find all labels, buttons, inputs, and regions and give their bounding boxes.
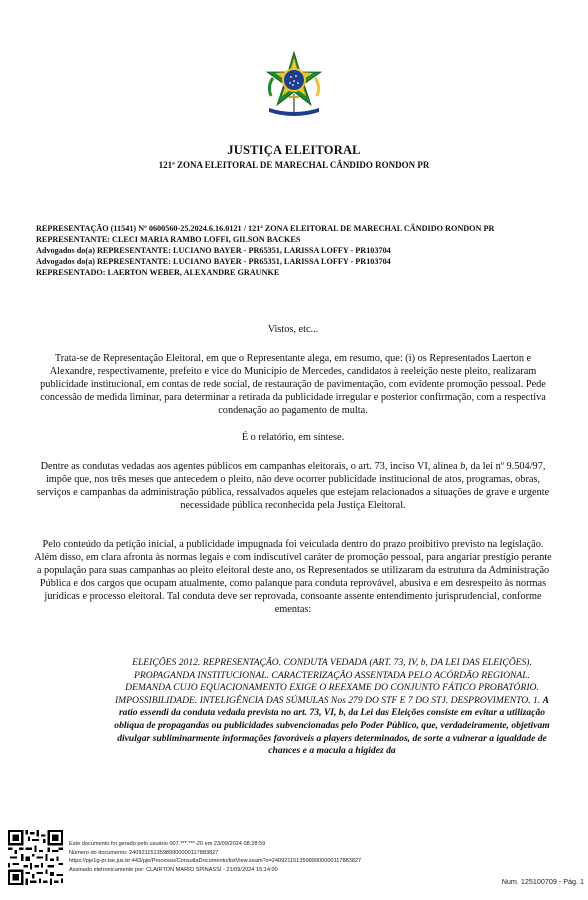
case-number-line: REPRESENTAÇÃO (11541) Nº 0600560-25.2024.6.16.0121 / 121ª ZONA ELEITORAL DE MARECHAL CÂNDIDO RONDON PR [36, 224, 495, 233]
relatorio-paragraph: É o relatório, em síntese. [241, 432, 345, 443]
qr-code-icon [8, 830, 63, 885]
advogados-line: Advogados do(a) REPRESENTANTE: LUCIANO BAYER - PR65351, LARISSA LOFFY - PR103704 [36, 257, 391, 266]
representado-line: REPRESENTADO: LAERTON WEBER, ALEXANDRE GRAUNKE [36, 268, 280, 277]
footer-generated-line: Este documento foi gerado pelo usuário 007.***.***-20 em 23/09/2024 08:28:59 [69, 841, 266, 847]
footer-document-number: Número do documento: 24092115135989900000117883827 [69, 849, 219, 856]
legal-basis-text: , da lei nº 9.504/97, impõe que, nos três meses que antecedem o pleito, não deve ocorrer publicidade institucional de atos, programas, obras, serviços e campanhas da administração pública, ressalvados aqueles que estejam relacionados a situações de grave e urgente necessidade pública reconhecida pela Justiça Eleitoral. [36, 461, 550, 511]
zone-subtitle: 121ª ZONA ELEITORAL DE MARECHAL CÂNDIDO RONDON PR [158, 160, 430, 170]
legal-basis-paragraph [34, 461, 552, 513]
quote-text: ELEIÇÕES 2012. REPRESENTAÇÃO. CONDUTA VEDADA (ART. 73, IV, b, DA LEI DAS ELEIÇÕES). PROPAGANDA INSTITUCIONAL. CARACTERIZAÇÃO ASSENTADA PELO ACÓRDÃO REGIONAL. DEMANDA CUJO EQUACIONAMENTO EXIGE O REEXAME DO CONJUNTO FÁTICO PROBATÓRIO. IMPOSSIBILIDADE. INTELIGÊNCIA DAS SÚMULAS Nos 279 DO STF E 7 DO STJ. DESPROVIMENTO. 1. [114, 657, 543, 706]
page-number: Num. 125100709 - Pág. 1 [501, 877, 584, 886]
representante-line: REPRESENTANTE: CLECI MARIA RAMBO LOFFI, GILSON BACKES [36, 235, 301, 244]
analysis-paragraph: Pelo conteúdo da petição inicial, a publicidade impugnada foi veiculada dentro do prazo proibitivo previsto na legislação. Além disso, em clara afronta às normas legais e com indiscutível caráter de promoção pessoal, para angariar prestígio perante a população para suas campanhas ao pleito eleitoral deste ano, os Representados se utilizaram da estrutura da Administração Pública e dos cargos que ocupam atualmente, como palanque para conduta reprovável, abusiva e em desrespeito às normas jurídicas e processo eleitoral. Tal conduta deve ser reprovada, consoante assente entendimento jurisprudencial, conforme ementas: [34, 539, 552, 615]
quote-emphasis: A ratio essendi da conduta vedada prevista no art. 73, VI, b, da Lei das Eleições consiste em evitar a utilização oblíqua de propagandas ou publicidades subvencionadas pelo Poder Público, que, verdadeiramente, objetivam divulgar subliminarmente informações favoráveis a players determinados, de sorte a vulnerar a igualdade de chances e a macula a higidez da [114, 694, 550, 757]
brazil-coat-of-arms-icon [261, 50, 327, 120]
footer-signature-line: Assinado eletronicamente por: CLAIRTON MARIO SPINASSI - 21/09/2024 15:14:00 [69, 866, 278, 873]
case-metadata [36, 223, 551, 278]
legal-basis-text: Dentre as condutas vedadas aos agentes públicos em campanhas eleitorais, o art. 73, inciso VI, alínea [40, 461, 461, 472]
vistos-paragraph: Vistos, etc... [267, 324, 319, 335]
legal-basis-alinea: b [460, 461, 466, 472]
advogados-line: Advogados do(a) REPRESENTANTE: LUCIANO BAYER - PR65351, LARISSA LOFFY - PR103704 [36, 246, 391, 255]
jurisprudence-quote [112, 657, 552, 758]
summary-paragraph: Trata-se de Representação Eleitoral, em que o Representante alega, em resumo, que: (i) os Representados Laerton e Alexandre, respectivamente, prefeito e vice do Município de Mercedes, candidatos à reeleição neste pleito, realizaram publicidade institucional, em contas de rede social, de restauração de pavimentação, com evidente promoção pessoal. Pede concessão de medida liminar, para determinar a retirada da publicidade irregular e posterior confirmação, com a respectiva condenação ao pagamento de multa. [40, 353, 546, 416]
document-footer [69, 840, 361, 874]
court-title: JUSTIÇA ELEITORAL [227, 143, 361, 157]
footer-url-link[interactable]: https://pje1g-pr.tse.jus.br:443/pje/Processo/ConsultaDocumento/listView.seam?x=24092115135989900000117883827 [69, 858, 362, 865]
